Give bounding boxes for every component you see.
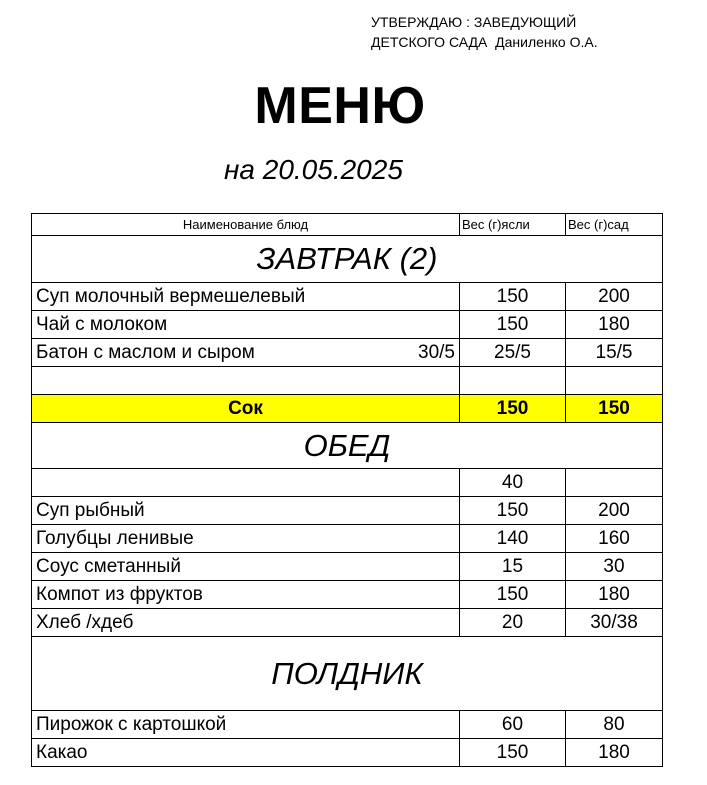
weight-nursery: 60: [460, 711, 566, 739]
dish-name: Сок: [32, 395, 460, 423]
section-title-breakfast: ЗАВТРАК (2): [32, 236, 663, 283]
weight-nursery: 15: [460, 553, 566, 581]
header-weight-nursery: Вес (г)ясли: [460, 214, 566, 236]
weight-nursery: 25/5: [460, 339, 566, 367]
weight-nursery: 150: [460, 395, 566, 423]
weight-nursery: 150: [460, 311, 566, 339]
menu-table: [31, 213, 663, 767]
table-row: [32, 553, 663, 581]
dish-name-cell: [32, 339, 460, 367]
dish-name: Хлеб /хдеб: [32, 609, 460, 637]
table-row: [32, 497, 663, 525]
section-title-snack: ПОЛДНИК: [32, 637, 663, 711]
table-row: [32, 581, 663, 609]
weight-garden: 180: [566, 739, 663, 767]
empty-row: [32, 367, 663, 395]
weight-nursery: 20: [460, 609, 566, 637]
empty-cell: [460, 367, 566, 395]
table-row: [32, 711, 663, 739]
dish-name: Компот из фруктов: [32, 581, 460, 609]
table-row: [32, 739, 663, 767]
weight-garden: 80: [566, 711, 663, 739]
header-weight-garden: Вес (г)сад: [566, 214, 663, 236]
dish-extra-weight: 30/5: [418, 342, 455, 363]
weight-nursery: 150: [460, 739, 566, 767]
weight-garden: 200: [566, 283, 663, 311]
approval-line-1: УТВЕРЖДАЮ : ЗАВЕДУЮЩИЙ: [371, 14, 577, 30]
weight-nursery: 40: [460, 469, 566, 497]
table-row: [32, 283, 663, 311]
section-lunch: [32, 423, 663, 469]
weight-nursery: 140: [460, 525, 566, 553]
weight-garden: 150: [566, 395, 663, 423]
table-row: [32, 339, 663, 367]
empty-cell: [32, 367, 460, 395]
dish-name: Суп рыбный: [32, 497, 460, 525]
section-snack: [32, 637, 663, 711]
weight-garden: 30/38: [566, 609, 663, 637]
approval-block: [371, 12, 598, 52]
weight-garden: 30: [566, 553, 663, 581]
weight-nursery: 150: [460, 283, 566, 311]
highlight-row: [32, 395, 663, 423]
dish-name: [32, 469, 460, 497]
weight-nursery: 150: [460, 581, 566, 609]
table-row: [32, 469, 663, 497]
weight-garden: 160: [566, 525, 663, 553]
empty-cell: [566, 367, 663, 395]
table-row: [32, 525, 663, 553]
weight-garden: 15/5: [566, 339, 663, 367]
weight-garden: 180: [566, 581, 663, 609]
dish-name: Батон с маслом и сыром: [36, 342, 255, 363]
dish-name: Пирожок с картошкой: [32, 711, 460, 739]
dish-name: Суп молочный вермешелевый: [32, 283, 460, 311]
menu-date: на 20.05.2025: [224, 154, 403, 185]
dish-name: Голубцы ленивые: [32, 525, 460, 553]
dish-name: Соус сметанный: [32, 553, 460, 581]
weight-nursery: 150: [460, 497, 566, 525]
header-dish-name: Наименование блюд: [32, 214, 460, 236]
page-title: МЕНЮ: [254, 77, 426, 135]
weight-garden: 200: [566, 497, 663, 525]
dish-name: Какао: [32, 739, 460, 767]
table-header-row: [32, 214, 663, 236]
approval-line-2: ДЕТСКОГО САДА Даниленко О.А.: [371, 34, 598, 50]
table-row: [32, 311, 663, 339]
weight-garden: [566, 469, 663, 497]
section-title-lunch: ОБЕД: [32, 423, 663, 469]
table-row: [32, 609, 663, 637]
weight-garden: 180: [566, 311, 663, 339]
section-breakfast: [32, 236, 663, 283]
dish-name: Чай с молоком: [32, 311, 460, 339]
